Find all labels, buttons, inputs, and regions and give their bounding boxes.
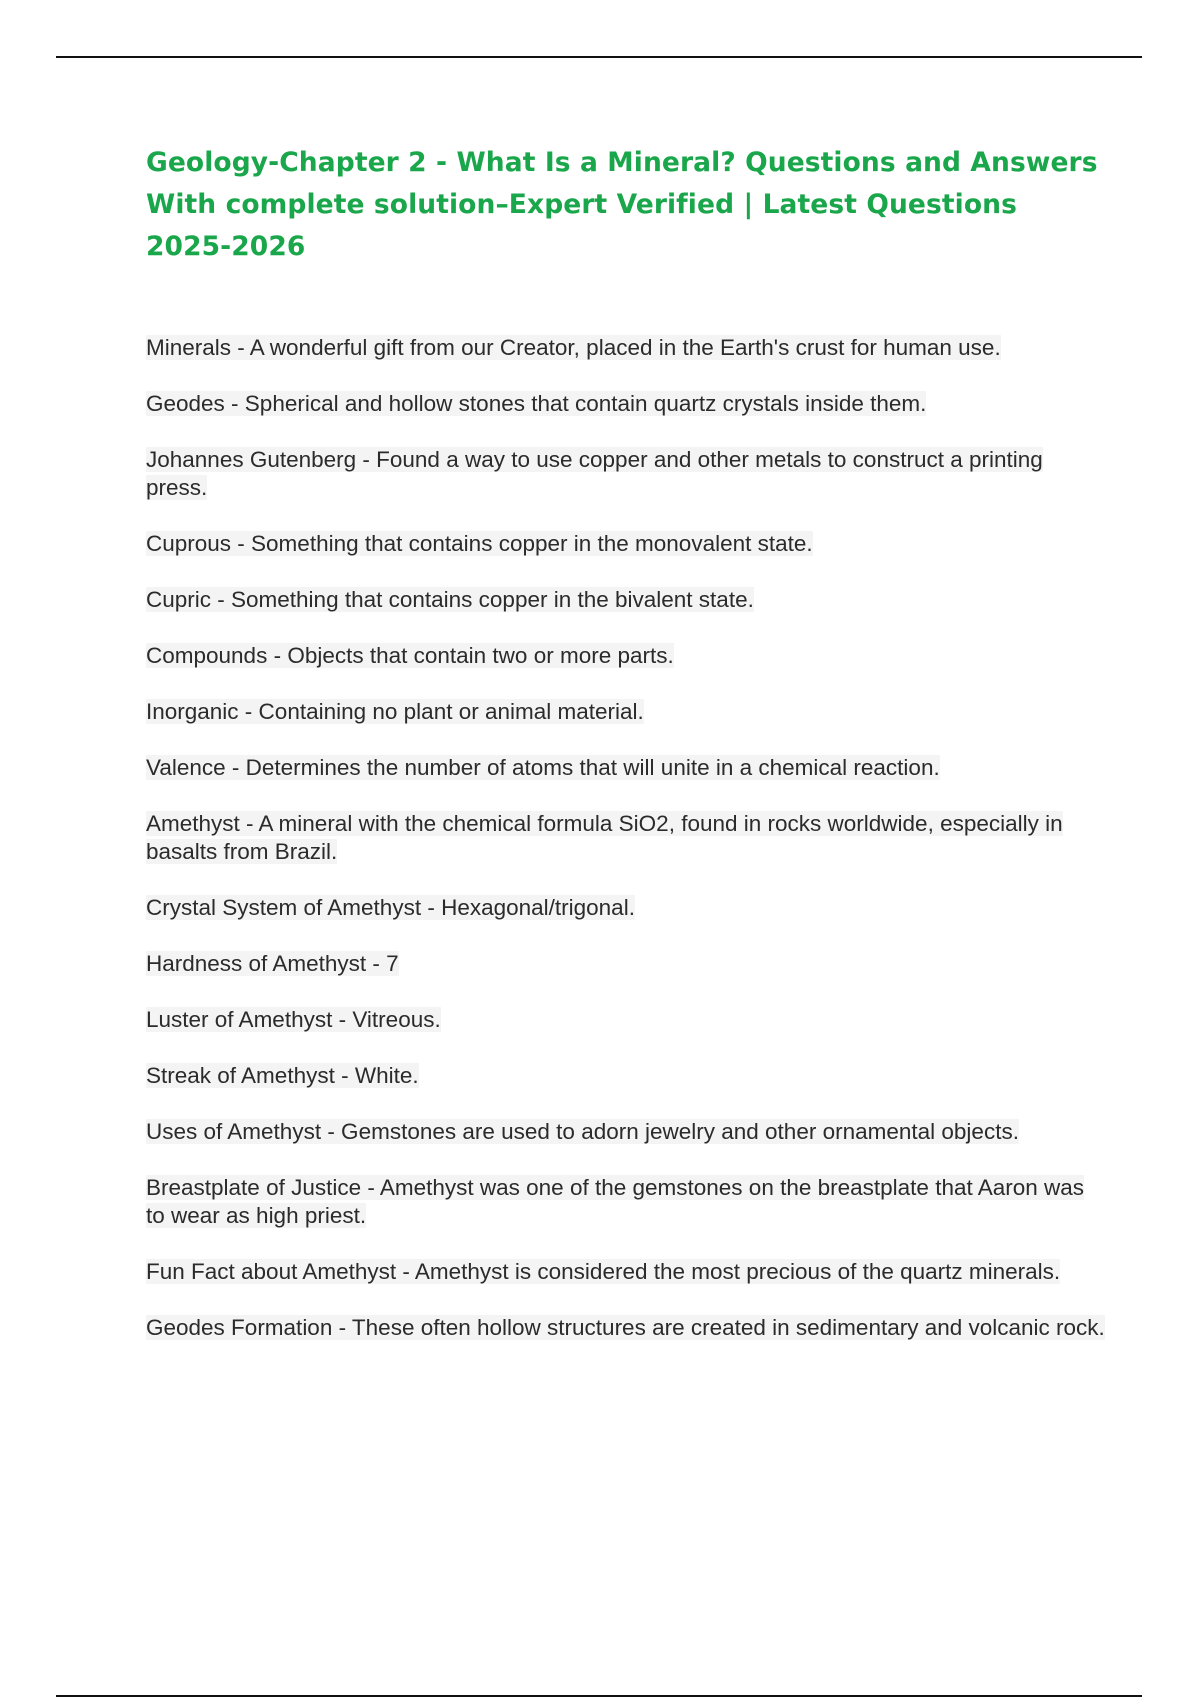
qa-item xyxy=(146,810,1106,866)
top-rule xyxy=(56,56,1142,58)
qa-item xyxy=(146,1006,1106,1034)
qa-list xyxy=(146,334,1106,1342)
qa-item xyxy=(146,1314,1106,1342)
qa-item xyxy=(146,390,1106,418)
qa-item xyxy=(146,1118,1106,1146)
qa-item xyxy=(146,1174,1106,1230)
qa-item xyxy=(146,1062,1106,1090)
qa-text: Breastplate of Justice - Amethyst was one of the gemstones on the breastplate that Aaron was to wear as high priest. xyxy=(146,1175,1085,1228)
qa-text: Hardness of Amethyst - 7 xyxy=(146,951,399,976)
qa-item xyxy=(146,586,1106,614)
qa-item xyxy=(146,446,1106,502)
qa-text: Cuprous - Something that contains copper in the monovalent state. xyxy=(146,531,813,556)
qa-item xyxy=(146,334,1106,362)
qa-text: Geodes - Spherical and hollow stones that contain quartz crystals inside them. xyxy=(146,391,927,416)
qa-item xyxy=(146,698,1106,726)
qa-text: Amethyst - A mineral with the chemical formula SiO2, found in rocks worldwide, especially in basalts from Brazil. xyxy=(146,811,1063,864)
qa-text: Inorganic - Containing no plant or animal material. xyxy=(146,699,644,724)
qa-text: Uses of Amethyst - Gemstones are used to adorn jewelry and other ornamental objects. xyxy=(146,1119,1019,1144)
qa-text: Minerals - A wonderful gift from our Creator, placed in the Earth's crust for human use. xyxy=(146,335,1001,360)
qa-item xyxy=(146,1258,1106,1286)
qa-text: Fun Fact about Amethyst - Amethyst is considered the most precious of the quartz minerals. xyxy=(146,1259,1061,1284)
qa-text: Compounds - Objects that contain two or more parts. xyxy=(146,643,674,668)
qa-item xyxy=(146,642,1106,670)
bottom-rule xyxy=(56,1695,1142,1697)
qa-item xyxy=(146,894,1106,922)
document-title: Geology-Chapter 2 - What Is a Mineral? Questions and Answers With complete solution–Expert Verified | Latest Questions 2025-2026 xyxy=(146,147,1098,262)
qa-text: Luster of Amethyst - Vitreous. xyxy=(146,1007,441,1032)
qa-text: Crystal System of Amethyst - Hexagonal/trigonal. xyxy=(146,895,635,920)
qa-text: Streak of Amethyst - White. xyxy=(146,1063,419,1088)
qa-text: Geodes Formation - These often hollow structures are created in sedimentary and volcanic rock. xyxy=(146,1315,1105,1340)
qa-item xyxy=(146,950,1106,978)
qa-item xyxy=(146,754,1106,782)
qa-item xyxy=(146,530,1106,558)
page-content xyxy=(146,142,1106,1370)
qa-text: Valence - Determines the number of atoms that will unite in a chemical reaction. xyxy=(146,755,940,780)
qa-text: Johannes Gutenberg - Found a way to use copper and other metals to construct a printing press. xyxy=(146,447,1043,500)
qa-text: Cupric - Something that contains copper in the bivalent state. xyxy=(146,587,754,612)
